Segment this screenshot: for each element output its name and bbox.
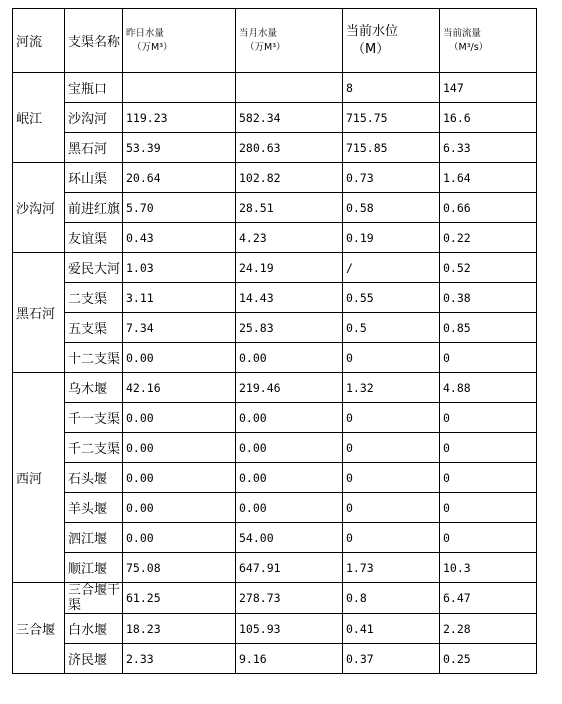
month-volume-cell: 219.46 [236, 373, 343, 403]
table-row [13, 283, 537, 313]
yesterday-volume-cell: 0.00 [123, 463, 236, 493]
branch-name-cell: 黑石河 [65, 133, 123, 163]
branch-name-cell: 羊头堰 [65, 493, 123, 523]
flow-rate-cell: 0.52 [440, 253, 537, 283]
branch-name-cell: 沙沟河 [65, 103, 123, 133]
water-level-cell: 0 [343, 433, 440, 463]
river-name-cell: 三合堰 [13, 583, 65, 674]
river-name-cell: 西河 [13, 373, 65, 583]
yesterday-volume-cell: 0.43 [123, 223, 236, 253]
flow-rate-cell: 4.88 [440, 373, 537, 403]
water-level-cell: 1.32 [343, 373, 440, 403]
water-level-cell: 715.85 [343, 133, 440, 163]
flow-rate-cell: 0.66 [440, 193, 537, 223]
yesterday-volume-cell [123, 73, 236, 103]
month-volume-cell: 4.23 [236, 223, 343, 253]
yesterday-volume-cell: 0.00 [123, 343, 236, 373]
water-level-cell: 0 [343, 463, 440, 493]
month-volume-cell: 0.00 [236, 403, 343, 433]
flow-rate-cell: 6.47 [440, 583, 537, 614]
water-level-cell: 0 [343, 343, 440, 373]
branch-name-cell: 石头堰 [65, 463, 123, 493]
table-row [13, 133, 537, 163]
table-row [13, 583, 537, 614]
branch-name-cell: 济民堰 [65, 644, 123, 674]
header-yesterday [123, 9, 236, 73]
table-row [13, 193, 537, 223]
water-level-cell: 8 [343, 73, 440, 103]
month-volume-cell: 28.51 [236, 193, 343, 223]
month-volume-cell: 0.00 [236, 433, 343, 463]
header-flow-unit: （M³/s） [449, 41, 489, 53]
header-branch: 支渠名称 [65, 9, 123, 73]
yesterday-volume-cell: 61.25 [123, 583, 236, 614]
yesterday-volume-cell: 0.00 [123, 493, 236, 523]
header-river: 河流 [13, 9, 65, 73]
header-level-unit: （M） [352, 41, 390, 57]
month-volume-cell: 0.00 [236, 463, 343, 493]
month-volume-cell: 280.63 [236, 133, 343, 163]
header-flow-label: 当前流量 [443, 27, 482, 39]
yesterday-volume-cell: 0.00 [123, 433, 236, 463]
branch-name-cell: 白水堰 [65, 614, 123, 644]
water-level-cell: 0.37 [343, 644, 440, 674]
table-row [13, 493, 537, 523]
flow-rate-cell: 0 [440, 523, 537, 553]
yesterday-volume-cell: 53.39 [123, 133, 236, 163]
header-row [13, 9, 537, 73]
flow-rate-cell: 0 [440, 343, 537, 373]
month-volume-cell: 647.91 [236, 553, 343, 583]
flow-rate-cell: 0.22 [440, 223, 537, 253]
water-level-cell: 0.58 [343, 193, 440, 223]
yesterday-volume-cell: 42.16 [123, 373, 236, 403]
table-row [13, 614, 537, 644]
header-level-label: 当前水位 [346, 23, 399, 39]
month-volume-cell: 24.19 [236, 253, 343, 283]
table-row [13, 223, 537, 253]
branch-name-cell: 三合堰干渠 [65, 583, 123, 614]
yesterday-volume-cell: 18.23 [123, 614, 236, 644]
yesterday-volume-cell: 0.00 [123, 523, 236, 553]
table-row [13, 313, 537, 343]
branch-name-cell: 乌木堰 [65, 373, 123, 403]
water-level-cell: 0 [343, 523, 440, 553]
table-row [13, 553, 537, 583]
branch-name-cell: 十二支渠 [65, 343, 123, 373]
yesterday-volume-cell: 2.33 [123, 644, 236, 674]
header-month-label: 当月水量 [239, 27, 278, 39]
table-row [13, 103, 537, 133]
table-row [13, 463, 537, 493]
header-yesterday-unit: （万M³） [132, 41, 173, 53]
water-level-cell: 0.55 [343, 283, 440, 313]
branch-name-cell: 千二支渠 [65, 433, 123, 463]
water-level-cell: 0.19 [343, 223, 440, 253]
flow-rate-cell: 0 [440, 463, 537, 493]
yesterday-volume-cell: 75.08 [123, 553, 236, 583]
month-volume-cell: 14.43 [236, 283, 343, 313]
branch-name-cell: 顺江堰 [65, 553, 123, 583]
month-volume-cell: 105.93 [236, 614, 343, 644]
header-month-unit: （万M³） [245, 41, 286, 53]
flow-rate-cell: 0 [440, 493, 537, 523]
branch-name-cell: 环山渠 [65, 163, 123, 193]
header-flow [440, 9, 537, 73]
yesterday-volume-cell: 0.00 [123, 403, 236, 433]
table-row [13, 403, 537, 433]
river-name-cell: 沙沟河 [13, 163, 65, 253]
yesterday-volume-cell: 7.34 [123, 313, 236, 343]
water-level-cell: 0.41 [343, 614, 440, 644]
month-volume-cell: 54.00 [236, 523, 343, 553]
yesterday-volume-cell: 20.64 [123, 163, 236, 193]
branch-name-cell: 二支渠 [65, 283, 123, 313]
water-level-cell: 0 [343, 403, 440, 433]
water-level-cell: 0 [343, 493, 440, 523]
table-row [13, 644, 537, 674]
flow-rate-cell: 10.3 [440, 553, 537, 583]
table-body [13, 73, 537, 674]
branch-name-cell: 宝瓶口 [65, 73, 123, 103]
branch-name-cell: 泗江堰 [65, 523, 123, 553]
branch-name-cell: 爱民大河 [65, 253, 123, 283]
table-row [13, 433, 537, 463]
branch-name-cell: 五支渠 [65, 313, 123, 343]
table-row [13, 163, 537, 193]
yesterday-volume-cell: 1.03 [123, 253, 236, 283]
month-volume-cell: 0.00 [236, 343, 343, 373]
branch-name-cell: 前进红旗 [65, 193, 123, 223]
month-volume-cell: 0.00 [236, 493, 343, 523]
month-volume-cell [236, 73, 343, 103]
branch-name-cell: 友谊渠 [65, 223, 123, 253]
flow-rate-cell: 2.28 [440, 614, 537, 644]
header-level [343, 9, 440, 73]
month-volume-cell: 102.82 [236, 163, 343, 193]
header-yesterday-label: 昨日水量 [126, 27, 165, 39]
water-level-cell: 715.75 [343, 103, 440, 133]
river-name-cell: 黑石河 [13, 253, 65, 373]
table-row [13, 253, 537, 283]
month-volume-cell: 582.34 [236, 103, 343, 133]
flow-rate-cell: 0 [440, 433, 537, 463]
water-level-cell: 0.73 [343, 163, 440, 193]
water-level-cell: / [343, 253, 440, 283]
water-volume-table [12, 8, 537, 674]
table-row [13, 73, 537, 103]
header-month [236, 9, 343, 73]
yesterday-volume-cell: 5.70 [123, 193, 236, 223]
branch-name-cell: 千一支渠 [65, 403, 123, 433]
flow-rate-cell: 147 [440, 73, 537, 103]
month-volume-cell: 9.16 [236, 644, 343, 674]
water-level-cell: 0.5 [343, 313, 440, 343]
yesterday-volume-cell: 119.23 [123, 103, 236, 133]
flow-rate-cell: 0.25 [440, 644, 537, 674]
flow-rate-cell: 0.38 [440, 283, 537, 313]
month-volume-cell: 278.73 [236, 583, 343, 614]
water-level-cell: 0.8 [343, 583, 440, 614]
water-level-cell: 1.73 [343, 553, 440, 583]
river-name-cell: 岷江 [13, 73, 65, 163]
flow-rate-cell: 0 [440, 403, 537, 433]
flow-rate-cell: 1.64 [440, 163, 537, 193]
table-row [13, 343, 537, 373]
table-row [13, 373, 537, 403]
table-row [13, 523, 537, 553]
flow-rate-cell: 6.33 [440, 133, 537, 163]
month-volume-cell: 25.83 [236, 313, 343, 343]
yesterday-volume-cell: 3.11 [123, 283, 236, 313]
flow-rate-cell: 16.6 [440, 103, 537, 133]
flow-rate-cell: 0.85 [440, 313, 537, 343]
